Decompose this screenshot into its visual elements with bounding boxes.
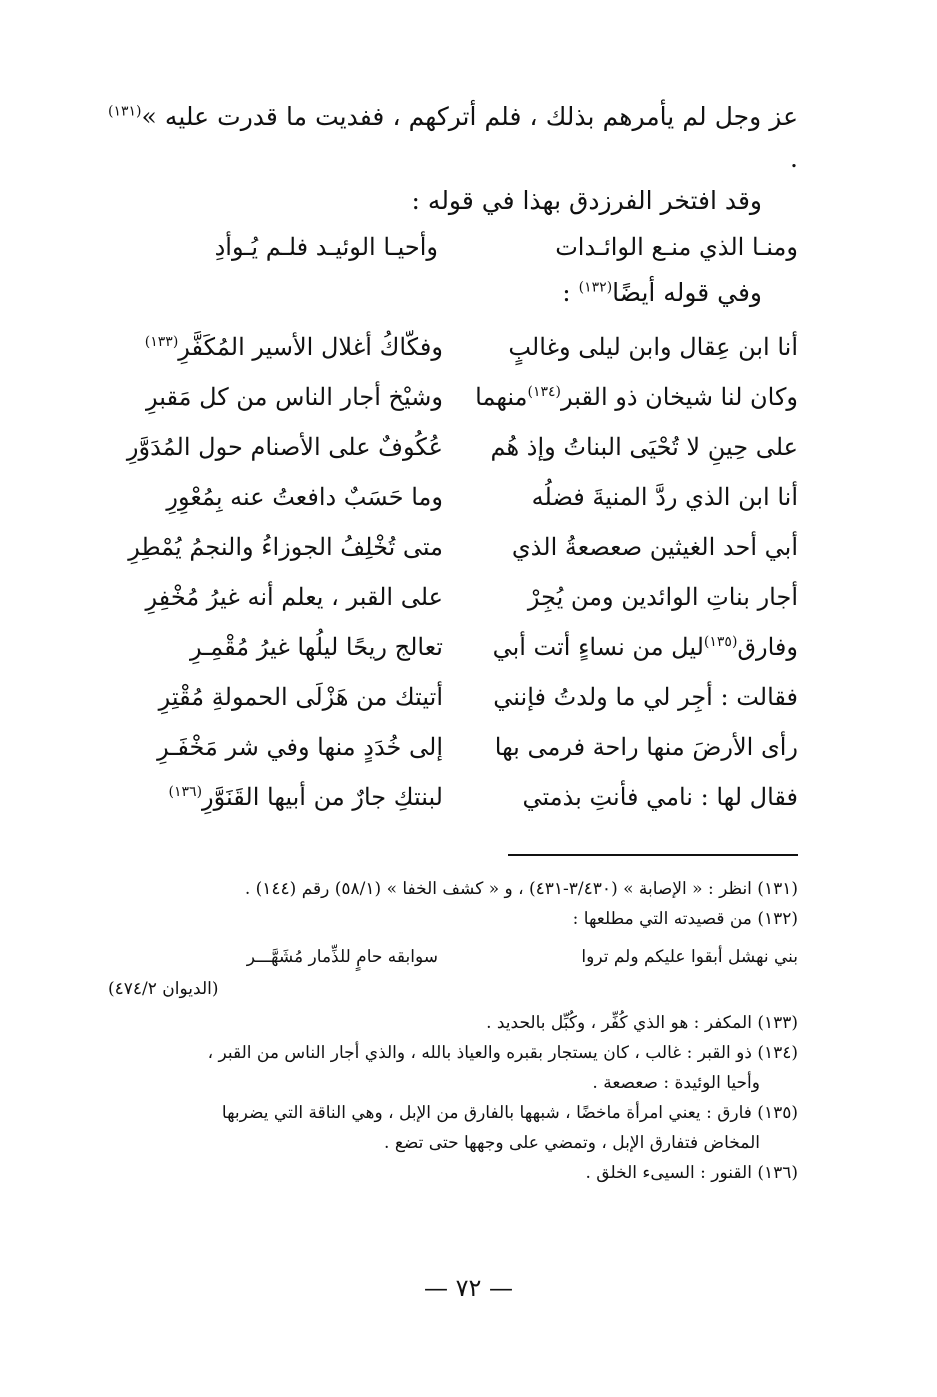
footnote-136: (١٣٦) القنور : السيىء الخلق . xyxy=(585,1163,798,1183)
poem-second-hemistich-text: وفكّاكُ أغلال الأسير المُكَفَّرِ xyxy=(178,333,443,361)
poem-second-hemistich xyxy=(108,772,443,822)
poem-second-hemistich: وشيْخ أجار الناس من كل مَقبرِ xyxy=(145,383,443,411)
poem-verse xyxy=(108,672,798,722)
poem-second-hemistich: وما حَسَبٌ دافعتُ عنه بِمُعْوِرِ xyxy=(166,483,443,511)
body-paragraph-line3 xyxy=(108,272,798,314)
poem-first-hemistich xyxy=(463,372,798,422)
footnote-135-continuation: المخاض فتفارق الإبل ، وتمضي على وجهها حتى تضع . xyxy=(384,1133,760,1153)
poem-first-hemistich: أنا ابن عِقال وابن ليلى وغالبٍ xyxy=(508,333,798,361)
footnote-132-verse xyxy=(108,940,798,974)
poem-second-hemistich: إلى خُدَدٍ منها وفي شر مَخْفَـرِ xyxy=(157,733,443,761)
poem-verse xyxy=(108,522,798,572)
poem-verse xyxy=(108,622,798,672)
footnote-133: (١٣٣) المكفر : هو الذي كُفِّر ، وكُبِّل بالحديد . xyxy=(486,1013,798,1033)
verse-intro-second-hemistich: وأحيـا الوئيـد فلـم يُـوأدِ xyxy=(214,233,438,261)
footnote-marker-136: (١٣٦) xyxy=(168,784,203,800)
poem-first-hemistich-text: وفارق xyxy=(737,633,798,661)
footnote-marker-134: (١٣٤) xyxy=(527,384,561,400)
poem xyxy=(108,322,798,822)
poem-second-hemistich: أتيتك من هَزْلَى الحمولةِ مُقْتِرِ xyxy=(158,683,443,711)
footnote-marker-132: (١٣٢) xyxy=(578,279,613,296)
footnote-134: (١٣٤) ذو القبر : غالب ، كان يستجار بقبره والعياذ بالله ، والذي أجار الناس من القبر ، xyxy=(207,1043,798,1063)
footnote-131: (١٣١) انظر : « الإصابة » (٣/٤٣٠-٤٣١) ، و « كشف الخفا » (٥٨/١) رقم (١٤٤) . xyxy=(244,879,798,899)
poem-second-hemistich: عُكُوفٌ على الأصنام حول المُدَوَّرِ xyxy=(126,433,443,461)
verse-intro-first-hemistich: ومنـا الذي منـع الوائـدات xyxy=(555,233,798,261)
poem-verse xyxy=(108,322,798,372)
poem-second-hemistich: تعالج ريحًا ليلُها غيرُ مُقْمِـرِ xyxy=(189,633,443,661)
footnote-132-source: (الديوان ٤٧٤/٢) xyxy=(108,979,219,999)
page-content xyxy=(108,96,798,1188)
poem-second-hemistich: على القبر ، يعلم أنه غيرُ مُخْفِرِ xyxy=(145,583,443,611)
poem-first-hemistich: أجار بناتِ الوائدين ومن يُجِرْ xyxy=(527,583,798,611)
footnote-marker-131: (١٣١) xyxy=(108,103,142,120)
poem-verse xyxy=(108,722,798,772)
poem-first-hemistich: أنا ابن الذي ردَّ المنيةَ فضلُه xyxy=(531,483,798,511)
body-text-line1: عز وجل لم يأمرهم بذلك ، فلم أتركهم ، ففديت ما قدرت عليه » xyxy=(141,102,798,131)
poem-verse xyxy=(108,422,798,472)
poem-first-hemistich-end: منهما xyxy=(475,383,528,411)
footnotes xyxy=(108,874,798,1188)
footnote-verse-first-hemistich: بني نهشل أبقوا عليكم ولم تروا xyxy=(581,947,798,967)
poem-first-hemistich: فقالت : أجِر لي ما ولدتُ فإنني xyxy=(493,683,798,711)
footnote-135: (١٣٥) فارق : يعني امرأة ماخضًا ، شبهها بالفارق من الإبل ، وهي الناقة التي يضربها xyxy=(221,1103,798,1123)
poem-verse xyxy=(108,472,798,522)
poem-first-hemistich xyxy=(463,622,798,672)
page-number: — ٧٢ — xyxy=(423,1274,514,1302)
poem-second-hemistich xyxy=(108,322,443,372)
poem-second-hemistich: متى تُخْلِفُ الجوزاءُ والنجمُ يُمْطِرِ xyxy=(128,533,443,561)
poem-second-hemistich-text: لبنتكِ جارٌ من أبيها القَنَوَّرِ xyxy=(202,783,443,811)
verse-intro xyxy=(108,222,798,272)
body-paragraph-line1 xyxy=(108,96,798,180)
footnote-separator xyxy=(508,854,798,856)
poem-verse xyxy=(108,372,798,422)
footnote-132: (١٣٢) من قصيدته التي مطلعها : xyxy=(572,909,798,929)
body-text-line3-end: : xyxy=(562,278,579,307)
poem-first-hemistich-text: وكان لنا شيخان ذو القبر xyxy=(561,383,798,411)
footnote-marker-135: (١٣٥) xyxy=(703,634,738,650)
poem-first-hemistich: على حِينِ لا تُحْيَى البناتُ وإذ هُم xyxy=(490,433,798,461)
body-paragraph-line2: وقد افتخر الفرزدق بهذا في قوله : xyxy=(411,186,762,215)
poem-first-hemistich: فقال لها : نامي فأنتِ بذمتي xyxy=(522,783,798,811)
poem-first-hemistich: أبي أحد الغيثين صعصعةُ الذي xyxy=(511,533,798,561)
poem-first-hemistich-end: ليل من نساءٍ أتت أبي xyxy=(492,633,704,661)
footnote-verse-second-hemistich: سوابقه حامٍ للذِّمار مُشَهَّـــر xyxy=(246,947,438,967)
body-text-line3: وفي قوله أيضًا xyxy=(612,278,762,307)
footnote-134-continuation: وأحيا الوئيدة : صعصعة . xyxy=(592,1073,760,1093)
body-text-line1-end: . xyxy=(790,144,798,173)
footnote-marker-133: (١٣٣) xyxy=(144,334,179,350)
poem-first-hemistich: رأى الأرضَ منها راحة فرمى بها xyxy=(494,733,798,761)
poem-verse xyxy=(108,772,798,822)
poem-verse xyxy=(108,572,798,622)
